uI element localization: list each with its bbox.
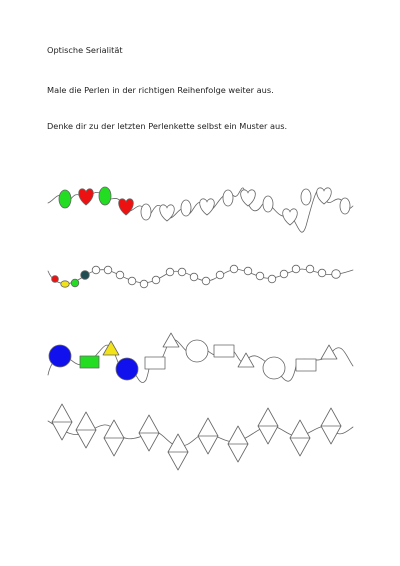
bead-small bbox=[332, 270, 341, 279]
bead-small bbox=[190, 273, 198, 281]
bead-small bbox=[178, 268, 186, 276]
bead-circle bbox=[116, 358, 138, 380]
bead-diamond bbox=[228, 426, 248, 462]
bead-rectangle bbox=[296, 359, 316, 371]
bead-chain-small-beads bbox=[48, 265, 353, 288]
bead-rectangle bbox=[80, 356, 99, 368]
bead-diamond bbox=[76, 412, 96, 448]
bead-small bbox=[318, 269, 326, 277]
bead-circle bbox=[186, 340, 208, 362]
bead-small bbox=[256, 272, 264, 280]
bead-circle bbox=[263, 357, 285, 379]
bead-diamond bbox=[52, 404, 72, 440]
bead-small bbox=[116, 271, 124, 279]
bead-oval bbox=[263, 196, 273, 212]
bead-oval bbox=[223, 190, 233, 206]
bead-diamond bbox=[139, 415, 159, 451]
bead-small bbox=[140, 280, 148, 288]
bead-small bbox=[280, 270, 288, 278]
bead-small bbox=[202, 277, 210, 285]
bead-oval bbox=[181, 200, 191, 216]
bead-small bbox=[152, 276, 160, 284]
bead-diamond bbox=[168, 434, 188, 470]
bead-triangle bbox=[163, 333, 179, 347]
bead-diamond bbox=[290, 420, 310, 456]
bead-heart bbox=[79, 189, 94, 205]
bead-rectangle bbox=[145, 357, 165, 369]
bead-small bbox=[292, 265, 300, 273]
bead-diamond bbox=[321, 408, 341, 444]
bead-diamond bbox=[198, 418, 218, 454]
bead-oval bbox=[99, 187, 111, 205]
bead-triangle bbox=[238, 353, 254, 367]
bead-small bbox=[52, 276, 59, 283]
bead-oval bbox=[59, 190, 71, 208]
bead-oval bbox=[141, 204, 151, 220]
bead-small bbox=[61, 281, 69, 287]
bead-oval bbox=[301, 189, 311, 205]
bead-small bbox=[230, 265, 238, 273]
bead-small bbox=[216, 271, 224, 279]
bead-heart bbox=[241, 190, 256, 206]
bead-heart bbox=[160, 205, 175, 221]
bead-rectangle bbox=[214, 345, 234, 357]
bead-oval bbox=[340, 198, 350, 214]
bead-small bbox=[104, 266, 112, 274]
bead-chain-hearts bbox=[48, 187, 353, 232]
bead-heart bbox=[200, 199, 215, 215]
bead-small bbox=[92, 266, 100, 274]
bead-heart bbox=[119, 199, 134, 215]
bead-small bbox=[71, 279, 79, 287]
instruction-1: Male die Perlen in der richtigen Reihenfolge weiter aus. bbox=[47, 85, 274, 95]
bead-heart bbox=[317, 188, 332, 204]
bead-triangle bbox=[321, 345, 337, 359]
bead-small bbox=[81, 271, 90, 280]
bead-small bbox=[166, 268, 174, 276]
bead-triangle bbox=[103, 341, 119, 355]
worksheet-title: Optische Serialität bbox=[47, 45, 123, 55]
instruction-2: Denke dir zu der letzten Perlenkette selbst ein Muster aus. bbox=[47, 121, 288, 131]
bead-small bbox=[306, 265, 314, 273]
bead-diamond bbox=[258, 408, 278, 444]
bead-small bbox=[128, 277, 136, 285]
bead-chain-shapes bbox=[48, 333, 353, 382]
bead-chain-diamonds bbox=[48, 404, 353, 470]
bead-small bbox=[244, 267, 252, 275]
bead-circle bbox=[49, 345, 71, 367]
bead-small bbox=[268, 275, 276, 283]
